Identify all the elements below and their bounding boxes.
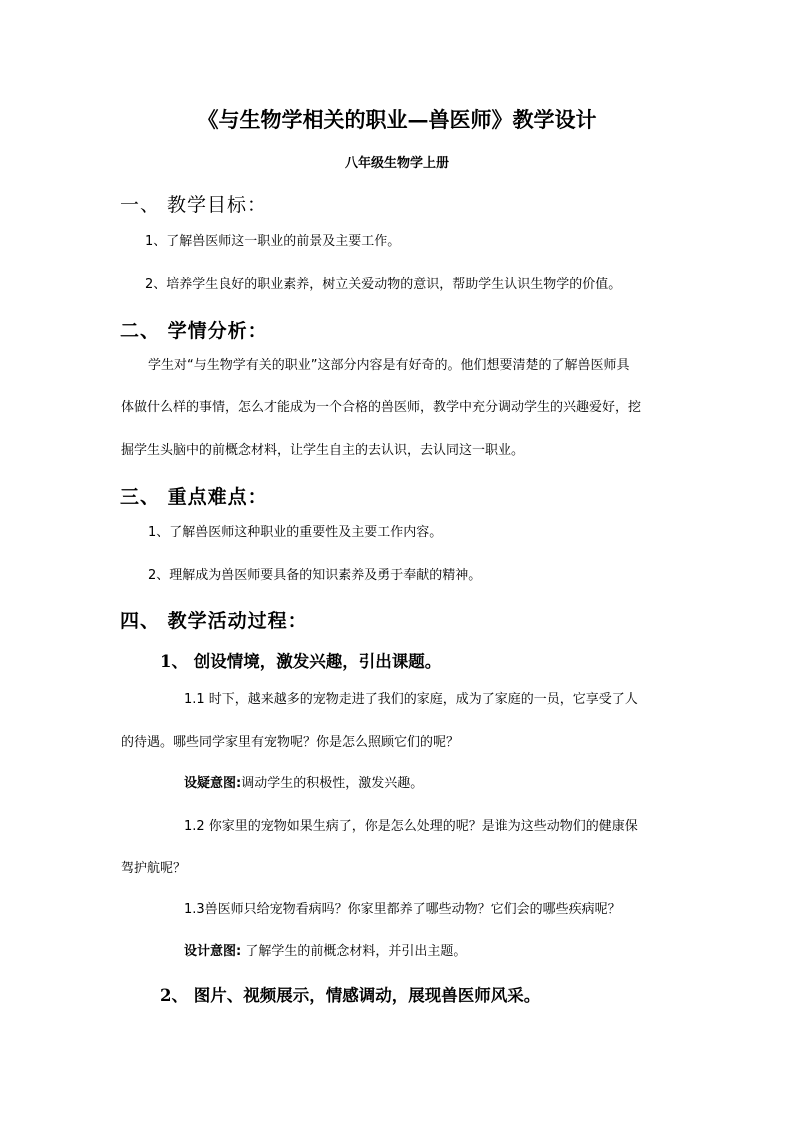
design-intent-text: 调动学生的积极性，激发兴趣。 [241,776,424,791]
section-heading-process: 四、 教学活动过程： [120,610,308,632]
paragraph-line: 驾护航呢？ [121,861,187,876]
paragraph-line: 1.3兽医师只给宠物看病吗？你家里都养了哪些动物？它们会的哪些疾病呢？ [184,902,621,917]
design-intent [184,774,423,794]
document-subtitle: 八年级生物学上册 [344,156,449,171]
design-intent-text: 了解学生的前概念材料，并引出主题。 [241,944,467,959]
paragraph-line: 掘学生头脑中的前概念材料，让学生自主的去认识，去认同这一职业。 [121,443,525,458]
objective-item: 2、培养学生良好的职业素养，树立关爱动物的意识，帮助学生认识生物学的价值。 [145,277,622,292]
key-point-item: 2、理解成为兽医师要具备的知识素养及勇于奉献的精神。 [148,568,482,583]
document-title: 《与生物学相关的职业—兽医师》教学设计 [197,107,597,132]
paragraph-line: 学生对“与生物学有关的职业”这部分内容是有好奇的。他们想要清楚的了解兽医师具 [148,358,630,373]
design-intent-label: 设疑意图: [184,776,242,791]
objective-item: 1、了解兽医师这一职业的前景及主要工作。 [145,234,401,249]
key-point-item: 1、了解兽医师这种职业的重要性及主要工作内容。 [148,525,443,540]
paragraph-line: 1.2 你家里的宠物如果生病了，你是怎么处理的呢？是谁为这些动物们的健康保 [184,819,638,834]
design-intent-label: 设计意图: [184,944,242,959]
design-intent [184,942,466,962]
section-heading-key-points: 三、 重点难点： [120,486,268,508]
section-heading-objectives: 一、 教学目标： [120,194,268,216]
paragraph-line: 体做什么样的事情，怎么才能成为一个合格的兽医师，教学中充分调动学生的兴趣爱好，挖 [121,400,642,415]
paragraph-line: 的待遇。哪些同学家里有宠物呢？你是怎么照顾它们的呢？ [121,735,460,750]
step-heading: 1、 创设情境，激发兴趣，引出课题。 [160,652,442,671]
paragraph-line: 1.1 时下，越来越多的宠物走进了我们的家庭，成为了家庭的一员，它享受了人 [184,692,638,707]
section-heading-analysis: 二、 学情分析： [120,320,268,342]
step-heading: 2、 图片、视频展示，情感调动，展现兽医师风采。 [160,986,541,1005]
